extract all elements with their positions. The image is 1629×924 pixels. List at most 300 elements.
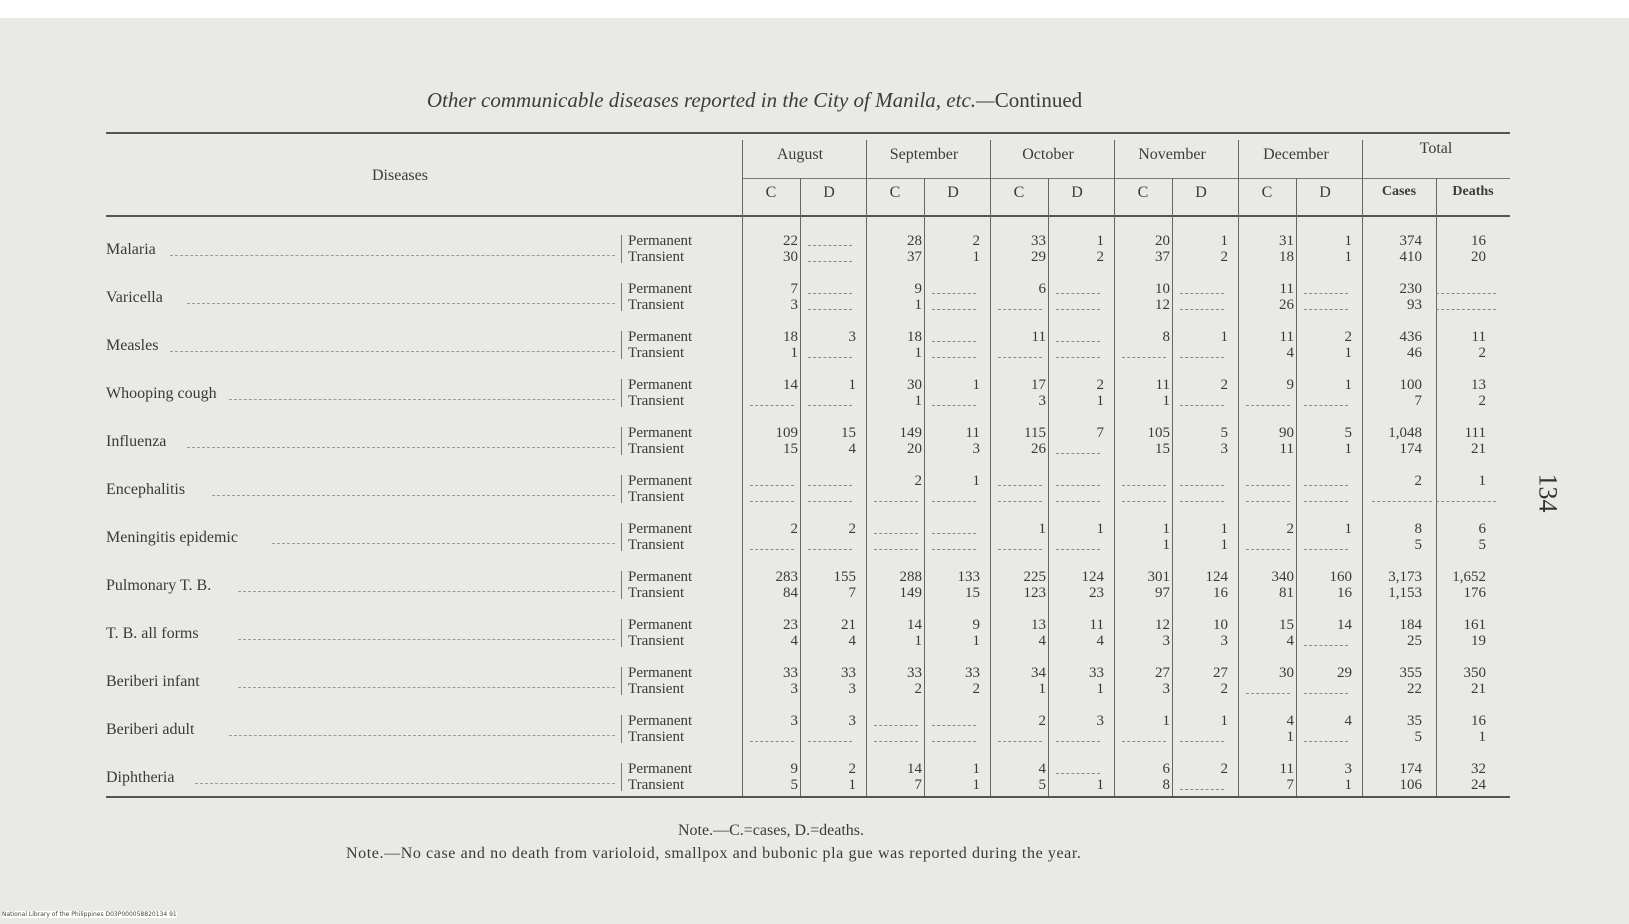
permanent-value: 5: [1220, 425, 1228, 441]
permanent-label: Permanent: [628, 281, 693, 297]
empty-cell: [932, 501, 976, 502]
permanent-value: 1: [1096, 521, 1104, 537]
transient-value: 3: [1220, 633, 1228, 649]
permanent-value: 350: [1463, 665, 1486, 681]
empty-cell: [1122, 501, 1166, 502]
empty-cell: [1056, 741, 1100, 742]
permanent-value: 1: [1344, 521, 1352, 537]
permanent-value: 16: [1471, 713, 1486, 729]
note-no-cases: Note.—No case and no death from varioloid, smallpox and bubonic pla gue was reported during the year.: [346, 845, 1082, 862]
transient-value: 24: [1471, 777, 1486, 793]
transient-value: 5: [1038, 777, 1046, 793]
permanent-value: 3: [1096, 713, 1104, 729]
transient-value: 7: [914, 777, 922, 793]
transient-value: 15: [783, 441, 798, 457]
permanent-value: 9: [790, 761, 798, 777]
empty-cell: [932, 293, 976, 294]
empty-cell: [1246, 485, 1290, 486]
empty-cell: [1304, 741, 1348, 742]
permanent-value: 4: [1286, 713, 1294, 729]
transient-value: 1: [1344, 345, 1352, 361]
transient-value: 29: [1031, 249, 1046, 265]
transient-value: 5: [1478, 537, 1486, 553]
dot-leader: [170, 255, 616, 256]
permanent-label: Permanent: [628, 377, 693, 393]
transient-value: 1: [972, 777, 980, 793]
permanent-value: 2: [1414, 473, 1422, 489]
empty-cell: [1180, 501, 1224, 502]
permanent-value: 2: [914, 473, 922, 489]
empty-cell: [1056, 485, 1100, 486]
transient-value: 1: [790, 345, 798, 361]
empty-cell: [808, 549, 852, 550]
dot-leader: [238, 639, 616, 640]
transient-value: 1,153: [1388, 585, 1422, 601]
permanent-value: 1,048: [1388, 425, 1422, 441]
transient-value: 3: [972, 441, 980, 457]
permanent-value: 115: [1024, 425, 1046, 441]
permanent-value: 11: [1471, 329, 1486, 345]
empty-cell: [1246, 549, 1290, 550]
empty-cell: [1436, 501, 1496, 502]
column-divider: [1172, 178, 1173, 796]
transient-value: 1: [1286, 729, 1294, 745]
empty-cell: [1246, 405, 1290, 406]
transient-value: 23: [1089, 585, 1104, 601]
permanent-label: Permanent: [628, 569, 693, 585]
permanent-value: 155: [833, 569, 856, 585]
row-brace: [621, 379, 626, 407]
permanent-value: 21: [841, 617, 856, 633]
empty-cell: [750, 485, 794, 486]
empty-cell: [1436, 293, 1496, 294]
empty-cell: [932, 405, 976, 406]
disease-name: Whooping cough: [106, 385, 217, 402]
dot-leader: [238, 687, 616, 688]
transient-value: 2: [972, 681, 980, 697]
row-brace: [621, 283, 626, 311]
transient-value: 3: [1038, 393, 1046, 409]
transient-value: 16: [1337, 585, 1352, 601]
deaths-col-header: D: [1319, 184, 1331, 201]
diseases-header: Diseases: [372, 167, 428, 184]
permanent-value: 3: [1344, 761, 1352, 777]
permanent-value: 3: [848, 329, 856, 345]
table-title: [0, 88, 1569, 113]
transient-value: 2: [1478, 393, 1486, 409]
empty-cell: [932, 357, 976, 358]
transient-value: 21: [1471, 441, 1486, 457]
transient-value: 12: [1155, 297, 1170, 313]
row-brace: [621, 715, 626, 743]
transient-value: 1: [1038, 681, 1046, 697]
permanent-value: 2: [1220, 761, 1228, 777]
cases-col-header: C: [1137, 184, 1149, 201]
empty-cell: [750, 549, 794, 550]
permanent-value: 4: [1344, 713, 1352, 729]
dot-leader: [272, 543, 616, 544]
permanent-value: 2: [848, 521, 856, 537]
transient-value: 1: [1162, 537, 1170, 553]
empty-cell: [998, 485, 1042, 486]
empty-cell: [808, 501, 852, 502]
transient-value: 7: [1414, 393, 1422, 409]
total-deaths-header: Deaths: [1452, 184, 1494, 199]
transient-value: 19: [1471, 633, 1486, 649]
permanent-value: 11: [1155, 377, 1170, 393]
permanent-value: 283: [775, 569, 798, 585]
transient-value: 1: [914, 393, 922, 409]
permanent-value: 124: [1081, 569, 1104, 585]
empty-cell: [1304, 485, 1348, 486]
empty-cell: [1304, 549, 1348, 550]
transient-value: 4: [790, 633, 798, 649]
transient-label: Transient: [628, 297, 685, 313]
empty-cell: [874, 533, 918, 534]
permanent-value: 124: [1205, 569, 1228, 585]
transient-label: Transient: [628, 777, 685, 793]
transient-value: 1: [1096, 681, 1104, 697]
permanent-value: 2: [1286, 521, 1294, 537]
disease-name: Varicella: [106, 289, 163, 306]
transient-value: 176: [1463, 585, 1486, 601]
permanent-value: 1,652: [1452, 569, 1486, 585]
empty-cell: [874, 725, 918, 726]
transient-value: 1: [1162, 393, 1170, 409]
permanent-value: 9: [914, 281, 922, 297]
transient-value: 16: [1213, 585, 1228, 601]
dot-leader: [229, 735, 615, 736]
transient-value: 30: [783, 249, 798, 265]
empty-cell: [1180, 309, 1224, 310]
month-header: September: [889, 146, 959, 163]
transient-label: Transient: [628, 393, 685, 409]
transient-value: 20: [907, 441, 922, 457]
transient-value: 3: [1220, 441, 1228, 457]
permanent-value: 6: [1162, 761, 1170, 777]
permanent-value: 340: [1271, 569, 1294, 585]
row-brace: [621, 667, 626, 695]
empty-cell: [1056, 453, 1100, 454]
dot-leader: [187, 447, 616, 448]
transient-value: 4: [1038, 633, 1046, 649]
empty-cell: [750, 501, 794, 502]
permanent-value: 149: [899, 425, 922, 441]
empty-cell: [932, 549, 976, 550]
transient-value: 5: [1414, 729, 1422, 745]
row-brace: [621, 475, 626, 503]
transient-label: Transient: [628, 681, 685, 697]
month-rule: [742, 178, 1510, 179]
transient-value: 2: [1096, 249, 1104, 265]
empty-cell: [932, 341, 976, 342]
permanent-value: 33: [841, 665, 856, 681]
permanent-value: 7: [790, 281, 798, 297]
permanent-value: 288: [899, 569, 922, 585]
permanent-value: 15: [841, 425, 856, 441]
permanent-value: 6: [1038, 281, 1046, 297]
transient-value: 1: [1344, 777, 1352, 793]
permanent-value: 14: [907, 617, 922, 633]
empty-cell: [874, 501, 918, 502]
empty-cell: [1180, 741, 1224, 742]
transient-value: 2: [1478, 345, 1486, 361]
cases-col-header: C: [1261, 184, 1273, 201]
permanent-value: 33: [965, 665, 980, 681]
transient-value: 1: [972, 249, 980, 265]
permanent-value: 12: [1155, 617, 1170, 633]
transient-value: 7: [848, 585, 856, 601]
transient-value: 1: [1220, 537, 1228, 553]
permanent-value: 11: [1279, 281, 1294, 297]
permanent-value: 1: [1220, 233, 1228, 249]
transient-value: 84: [783, 585, 798, 601]
transient-value: 21: [1471, 681, 1486, 697]
dot-leader: [229, 399, 615, 400]
transient-value: 2: [1220, 249, 1228, 265]
empty-cell: [932, 533, 976, 534]
permanent-value: 1: [1344, 377, 1352, 393]
empty-cell: [998, 309, 1042, 310]
permanent-value: 436: [1399, 329, 1422, 345]
permanent-value: 6: [1478, 521, 1486, 537]
permanent-label: Permanent: [628, 425, 693, 441]
transient-label: Transient: [628, 489, 685, 505]
transient-value: 25: [1407, 633, 1422, 649]
empty-cell: [750, 741, 794, 742]
transient-label: Transient: [628, 729, 685, 745]
permanent-value: 1: [848, 377, 856, 393]
transient-value: 5: [1414, 537, 1422, 553]
empty-cell: [874, 741, 918, 742]
permanent-value: 11: [965, 425, 980, 441]
permanent-value: 33: [1031, 233, 1046, 249]
permanent-value: 105: [1147, 425, 1170, 441]
empty-cell: [1056, 293, 1100, 294]
permanent-value: 1: [1220, 521, 1228, 537]
transient-value: 1: [914, 297, 922, 313]
permanent-value: 11: [1279, 329, 1294, 345]
row-brace: [621, 763, 626, 791]
empty-cell: [1056, 549, 1100, 550]
empty-cell: [1180, 789, 1224, 790]
permanent-value: 10: [1213, 617, 1228, 633]
transient-value: 123: [1023, 585, 1046, 601]
permanent-value: 22: [783, 233, 798, 249]
empty-cell: [1056, 773, 1100, 774]
empty-cell: [1056, 341, 1100, 342]
disease-name: Measles: [106, 337, 159, 354]
permanent-value: 160: [1329, 569, 1352, 585]
transient-value: 1: [1096, 393, 1104, 409]
transient-value: 1: [1344, 249, 1352, 265]
transient-value: 3: [1162, 681, 1170, 697]
permanent-value: 11: [1279, 761, 1294, 777]
permanent-value: 27: [1213, 665, 1228, 681]
permanent-value: 2: [790, 521, 798, 537]
transient-value: 26: [1279, 297, 1294, 313]
row-brace: [621, 571, 626, 599]
empty-cell: [1304, 645, 1348, 646]
transient-value: 26: [1031, 441, 1046, 457]
transient-value: 97: [1155, 585, 1170, 601]
dot-leader: [170, 351, 616, 352]
transient-value: 4: [1096, 633, 1104, 649]
permanent-value: 1: [1096, 233, 1104, 249]
empty-cell: [1304, 293, 1348, 294]
permanent-value: 14: [783, 377, 798, 393]
transient-value: 7: [1286, 777, 1294, 793]
deaths-col-header: D: [823, 184, 835, 201]
transient-label: Transient: [628, 345, 685, 361]
transient-value: 174: [1399, 441, 1422, 457]
dot-leader: [238, 591, 616, 592]
transient-label: Transient: [628, 633, 685, 649]
transient-value: 4: [1286, 633, 1294, 649]
empty-cell: [998, 501, 1042, 502]
permanent-value: 2: [972, 233, 980, 249]
transient-value: 1: [914, 345, 922, 361]
permanent-value: 2: [1096, 377, 1104, 393]
empty-cell: [808, 405, 852, 406]
empty-cell: [808, 261, 852, 262]
month-header: August: [776, 146, 824, 163]
column-divider: [1296, 178, 1297, 796]
empty-cell: [808, 245, 852, 246]
page-number: 134: [1533, 473, 1563, 513]
permanent-value: 31: [1279, 233, 1294, 249]
permanent-label: Permanent: [628, 233, 693, 249]
empty-cell: [808, 485, 852, 486]
permanent-value: 1: [1220, 713, 1228, 729]
permanent-value: 1: [972, 377, 980, 393]
dot-leader: [187, 303, 616, 304]
row-brace: [621, 427, 626, 455]
transient-value: 410: [1399, 249, 1422, 265]
permanent-value: 28: [907, 233, 922, 249]
note-abbreviations: Note.—C.=cases, D.=deaths.: [678, 822, 865, 839]
empty-cell: [1180, 357, 1224, 358]
permanent-value: 9: [1286, 377, 1294, 393]
transient-label: Transient: [628, 441, 685, 457]
empty-cell: [1180, 293, 1224, 294]
empty-cell: [808, 293, 852, 294]
title-italic: Other communicable diseases reported in the City of Manila, etc.—: [426, 88, 995, 112]
permanent-value: 184: [1399, 617, 1422, 633]
cases-col-header: C: [1013, 184, 1025, 201]
top-rule: [106, 132, 1510, 134]
month-header: October: [1022, 146, 1074, 163]
permanent-value: 23: [783, 617, 798, 633]
transient-value: 1: [972, 633, 980, 649]
permanent-value: 18: [783, 329, 798, 345]
transient-value: 1: [848, 777, 856, 793]
permanent-value: 18: [907, 329, 922, 345]
transient-value: 15: [965, 585, 980, 601]
permanent-value: 33: [907, 665, 922, 681]
transient-value: 1: [1096, 777, 1104, 793]
deaths-col-header: D: [1071, 184, 1083, 201]
transient-value: 4: [848, 633, 856, 649]
permanent-value: 174: [1399, 761, 1422, 777]
permanent-value: 29: [1337, 665, 1352, 681]
transient-value: 2: [914, 681, 922, 697]
permanent-value: 15: [1279, 617, 1294, 633]
dot-leader: [212, 495, 615, 496]
permanent-value: 13: [1031, 617, 1046, 633]
disease-name: Pulmonary T. B.: [106, 577, 212, 594]
permanent-value: 8: [1162, 329, 1170, 345]
disease-name: Encephalitis: [106, 481, 186, 498]
disease-name: Beriberi infant: [106, 673, 200, 690]
permanent-value: 16: [1471, 233, 1486, 249]
disease-name: Diphtheria: [106, 769, 175, 786]
permanent-value: 90: [1279, 425, 1294, 441]
permanent-value: 109: [775, 425, 798, 441]
permanent-value: 2: [1220, 377, 1228, 393]
transient-value: 1: [1344, 441, 1352, 457]
permanent-value: 11: [1089, 617, 1104, 633]
transient-value: 18: [1279, 249, 1294, 265]
row-brace: [621, 235, 626, 263]
total-cases-header: Cases: [1381, 184, 1417, 199]
transient-value: 20: [1471, 249, 1486, 265]
permanent-value: 14: [1337, 617, 1352, 633]
permanent-value: 20: [1155, 233, 1170, 249]
permanent-label: Permanent: [628, 665, 693, 681]
transient-value: 5: [790, 777, 798, 793]
column-divider: [800, 178, 801, 796]
disease-name: Malaria: [106, 241, 156, 258]
permanent-value: 33: [1089, 665, 1104, 681]
empty-cell: [998, 741, 1042, 742]
permanent-value: 13: [1471, 377, 1486, 393]
permanent-value: 14: [907, 761, 922, 777]
empty-cell: [1180, 405, 1224, 406]
dot-leader: [195, 783, 615, 784]
permanent-value: 100: [1399, 377, 1422, 393]
empty-cell: [932, 309, 976, 310]
permanent-value: 30: [1279, 665, 1294, 681]
transient-value: 4: [1286, 345, 1294, 361]
transient-label: Transient: [628, 249, 685, 265]
empty-cell: [1372, 501, 1432, 502]
permanent-value: 1: [1344, 233, 1352, 249]
transient-value: 3: [790, 681, 798, 697]
empty-cell: [1246, 693, 1290, 694]
empty-cell: [1056, 309, 1100, 310]
transient-value: 81: [1279, 585, 1294, 601]
permanent-label: Permanent: [628, 473, 693, 489]
permanent-value: 9: [972, 617, 980, 633]
permanent-value: 3: [848, 713, 856, 729]
permanent-value: 355: [1399, 665, 1422, 681]
permanent-value: 33: [783, 665, 798, 681]
permanent-value: 4: [1038, 761, 1046, 777]
empty-cell: [1056, 501, 1100, 502]
transient-value: 2: [1220, 681, 1228, 697]
total-header: Total: [1419, 140, 1453, 157]
empty-cell: [1304, 693, 1348, 694]
disease-name: Influenza: [106, 433, 167, 450]
permanent-value: 32: [1471, 761, 1486, 777]
transient-value: 37: [1155, 249, 1170, 265]
permanent-label: Permanent: [628, 617, 693, 633]
empty-cell: [808, 741, 852, 742]
permanent-label: Permanent: [628, 761, 693, 777]
permanent-value: 17: [1031, 377, 1046, 393]
row-brace: [621, 619, 626, 647]
